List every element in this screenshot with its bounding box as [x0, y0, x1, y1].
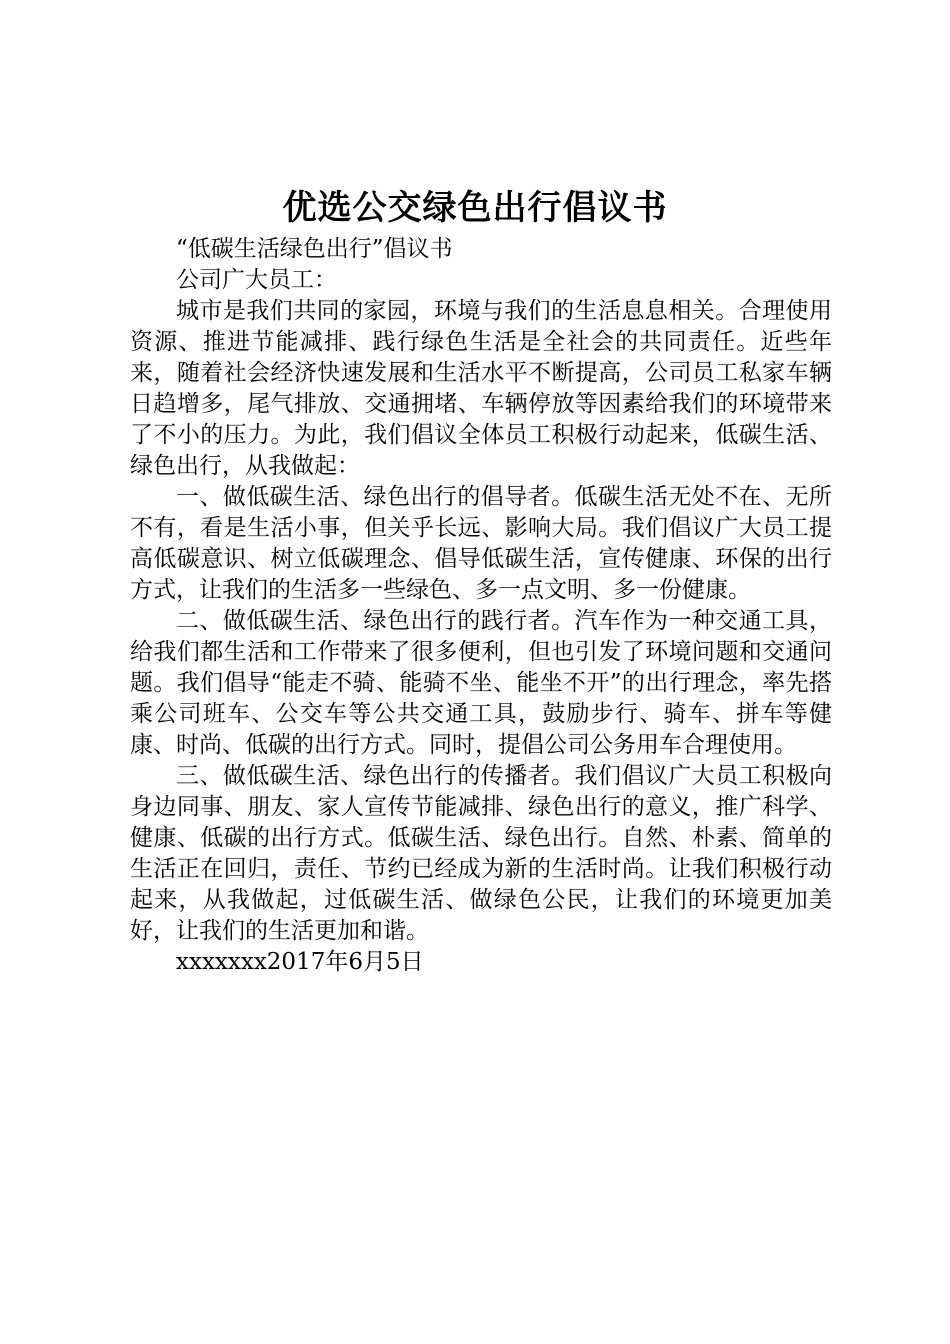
document-title: 优选公交绿色出行倡议书	[282, 188, 668, 228]
salutation: 公司广大员工：	[176, 267, 337, 293]
body-paragraph-2: 二、做低碳生活、绿色出行的践行者。汽车作为一种交通工具，给我们都生活和工作带来了很多便利，但也引发了环境问题和交通问题。我们倡导“能走不骑、能骑不坐、能坐不开”的出行理念，率先搭乘公司班车、公交车等公共交通工具，鼓励步行、骑车、拼车等健康、时尚、低碳的出行方式。同时，提倡公司公务用车合理使用。	[130, 608, 832, 758]
body-paragraph-intro: 城市是我们共同的家园，环境与我们的生活息息相关。合理使用资源、推进节能减排、践行绿色生活是全社会的共同责任。近些年来，随着社会经济快速发展和生活水平不断提高，公司员工私家车辆日趋增多，尾气排放、交通拥堵、车辆停放等因素给我们的环境带来了不小的压力。为此，我们倡议全体员工积极行动起来，低碳生活、绿色出行，从我做起：	[130, 298, 832, 479]
signature-date: xxxxxxx2017年6月5日	[176, 949, 424, 975]
body-paragraph-1: 一、做低碳生活、绿色出行的倡导者。低碳生活无处不在、无所不有，看是生活小事，但关乎长远、影响大局。我们倡议广大员工提高低碳意识、树立低碳理念、倡导低碳生活，宣传健康、环保的出行方式，让我们的生活多一些绿色、多一点文明、多一份健康。	[130, 484, 832, 603]
body-paragraph-3: 三、做低碳生活、绿色出行的传播者。我们倡议广大员工积极向身边同事、朋友、家人宣传节能减排、绿色出行的意义，推广科学、健康、低碳的出行方式。低碳生活、绿色出行。自然、朴素、简单的生活正在回归，责任、节约已经成为新的生活时尚。让我们积极行动起来，从我做起，过低碳生活、做绿色公民，让我们的环境更加美好，让我们的生活更加和谐。	[130, 763, 832, 944]
document-body	[130, 234, 832, 978]
letter-heading: “低碳生活绿色出行”倡议书	[176, 236, 453, 262]
